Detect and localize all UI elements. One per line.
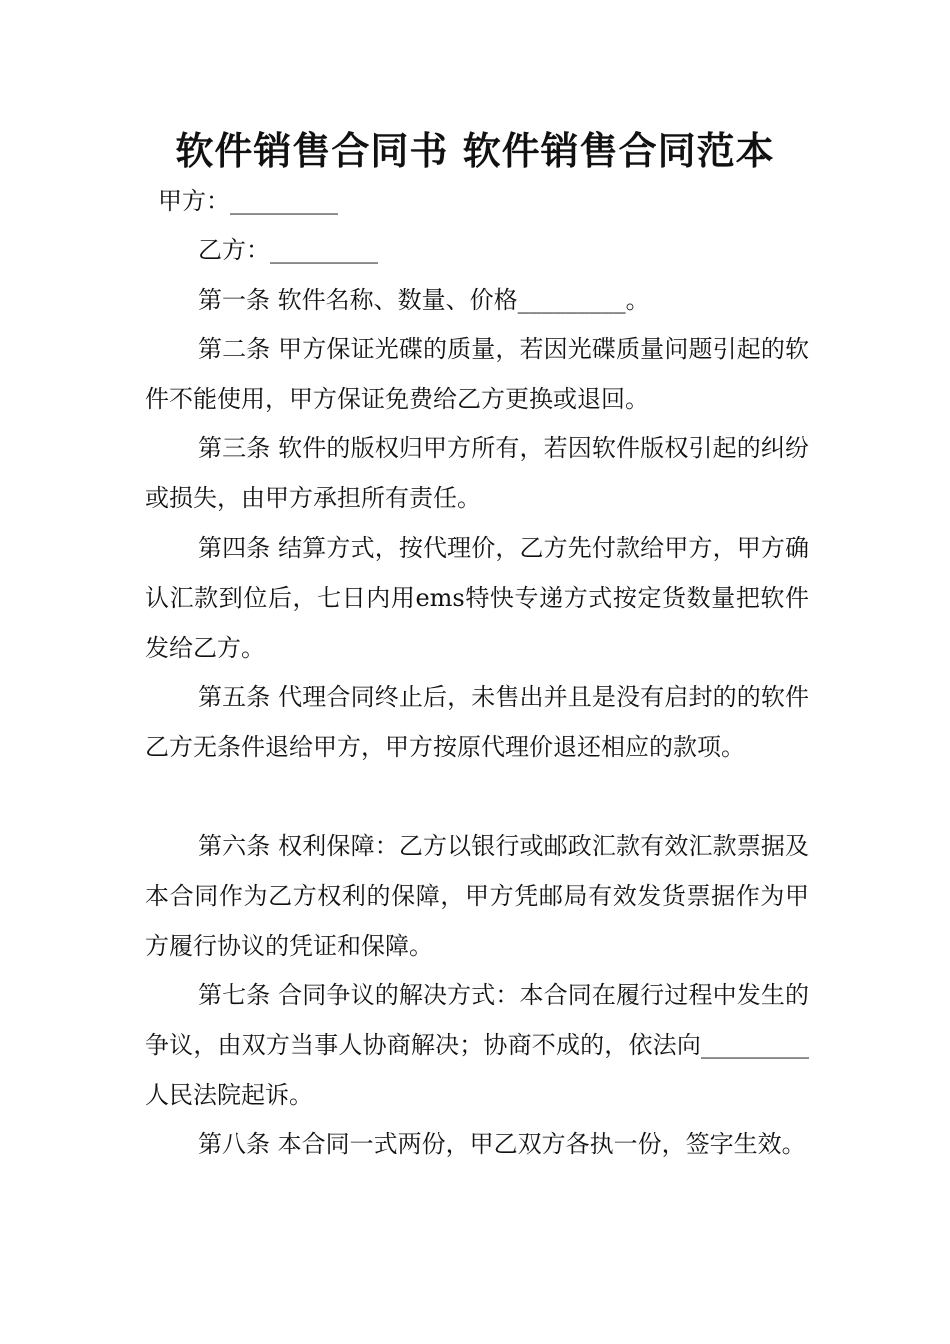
article-3: 第三条 软件的版权归甲方所有，若因软件版权引起的纠纷或损失，由甲方承担所有责任。 <box>145 434 809 512</box>
article-4: 第四条 结算方式，按代理价，乙方先付款给甲方，甲方确认汇款到位后，七日内用ems特快专递方式按定货数量把软件发给乙方。 <box>145 534 809 662</box>
party-a-line: 甲方：_________ <box>158 187 338 215</box>
document-title: 软件销售合同书 软件销售合同范本 <box>175 129 775 173</box>
article-6: 第六条 权利保障：乙方以银行或邮政汇款有效汇款票据及本合同作为乙方权利的保障，甲方凭邮局有效发货票据作为甲方履行协议的凭证和保障。 <box>145 832 809 960</box>
article-5: 第五条 代理合同终止后，未售出并且是没有启封的的软件乙方无条件退给甲方，甲方按原代理价退还相应的款项。 <box>145 683 809 761</box>
article-2: 第二条 甲方保证光碟的质量，若因光碟质量问题引起的软件不能使用，甲方保证免费给乙方更换或退回。 <box>145 335 809 413</box>
article-7: 第七条 合同争议的解决方式：本合同在履行过程中发生的争议，由双方当事人协商解决；协商不成的，依法向_________人民法院起诉。 <box>145 981 809 1109</box>
article-1: 第一条 软件名称、数量、价格_________。 <box>198 286 650 314</box>
article-8: 第八条 本合同一式两份，甲乙双方各执一份，签字生效。 <box>198 1130 806 1158</box>
party-b-line: 乙方：_________ <box>198 236 378 264</box>
